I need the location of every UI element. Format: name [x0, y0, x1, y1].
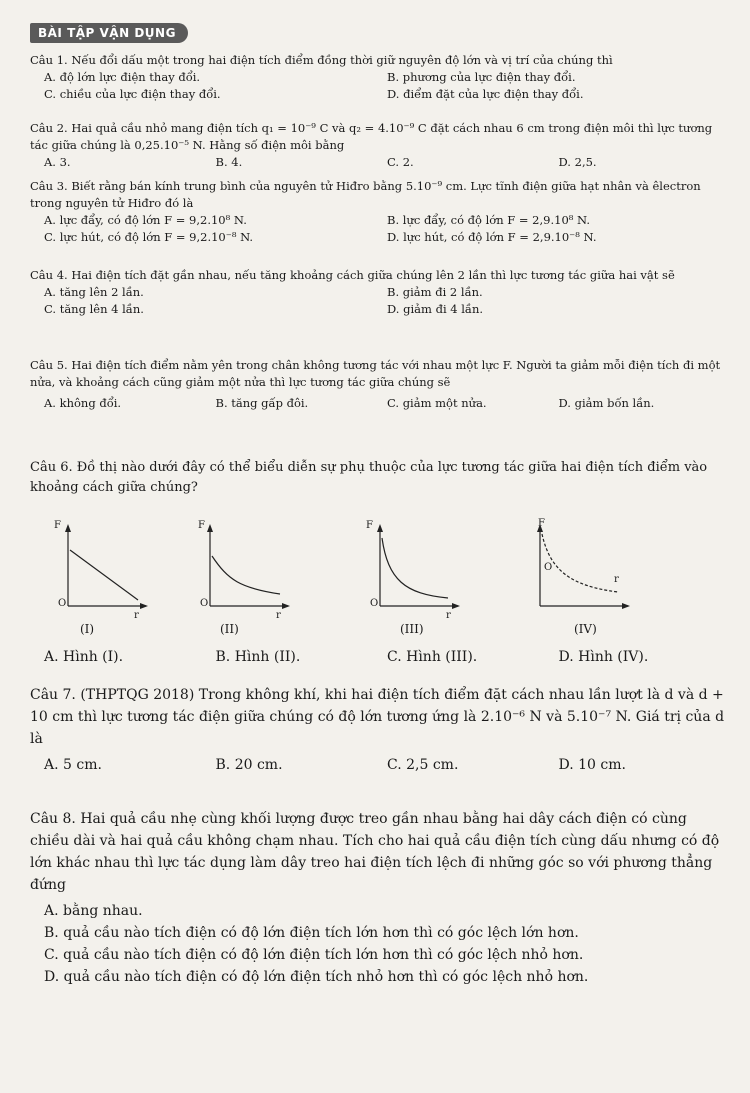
question-4-options-row-2: [30, 301, 730, 318]
q1-option-b[interactable]: B. phương của lực điện thay đổi.: [387, 70, 576, 84]
q7-option-a[interactable]: A. 5 cm.: [44, 757, 102, 773]
q5-option-d[interactable]: D. giảm bốn lần.: [558, 396, 655, 410]
question-1-options-row-1: [30, 69, 730, 86]
graph-2-plot: [180, 518, 290, 623]
section-header: [30, 22, 188, 44]
graph-4: [510, 518, 620, 638]
question-5: [30, 357, 730, 412]
q1-option-c[interactable]: C. chiều của lực điện thay đổi.: [44, 87, 221, 101]
q4-option-a[interactable]: A. tăng lên 2 lần.: [44, 285, 144, 299]
question-2-text: Câu 2. Hai quả cầu nhỏ mang điện tích q₁ = 10⁻⁹ C và q₂ = 4.10⁻⁹ C đặt cách nhau 6 cm trong điện môi thì lực tương tác giữa chúng là 0,25.10⁻⁵ N. Hằng số điện môi bằng: [30, 121, 713, 152]
q4-option-d[interactable]: D. giảm đi 4 lần.: [387, 302, 484, 316]
question-6-options-row: [30, 646, 730, 668]
q2-option-c[interactable]: C. 2.: [387, 155, 414, 169]
q5-option-c[interactable]: C. giảm một nửa.: [387, 396, 487, 410]
graph-2-r-label: r: [276, 610, 281, 621]
question-8-options: [30, 900, 730, 988]
graph-3-r-label: r: [446, 610, 451, 621]
q7-option-b[interactable]: B. 20 cm.: [215, 757, 283, 773]
question-4: [30, 267, 730, 318]
graph-4-f-label: F: [538, 518, 545, 529]
question-2-options: [30, 154, 730, 171]
q6-graphs: [30, 518, 730, 638]
q3-option-a[interactable]: A. lực đẩy, có độ lớn F = 9,2.10⁸ N.: [44, 213, 247, 227]
question-3: [30, 178, 730, 246]
graph-2-origin: O: [200, 598, 209, 609]
graph-3-caption: (III): [400, 622, 424, 636]
q7-option-c[interactable]: C. 2,5 cm.: [387, 757, 459, 773]
question-1-options-row-2: [30, 86, 730, 103]
question-4-text: Câu 4. Hai điện tích đặt gần nhau, nếu tăng khoảng cách giữa chúng lên 2 lần thì lực tương tác giữa hai vật sẽ: [30, 268, 675, 282]
q6-option-c[interactable]: C. Hình (III).: [387, 649, 478, 665]
question-6-text: Câu 6. Đồ thị nào dưới đây có thể biểu diễn sự phụ thuộc của lực tương tác giữa hai điện tích điểm vào khoảng cách giữa chúng?: [30, 460, 708, 495]
graph-4-plot: [510, 518, 630, 623]
question-8-text: Câu 8. Hai quả cầu nhẹ cùng khối lượng được treo gần nhau bằng hai dây cách điện có cùng chiều dài và hai quả cầu không chạm nhau. Tích cho hai quả cầu điện tích cùng dấu nhưng có độ lớn khác nhau thì lực tác dụng làm dây treo hai điện tích lệch đi những góc so với phương thẳng đứng: [30, 811, 720, 893]
graph-3-f-label: F: [366, 520, 373, 531]
question-1: [30, 52, 730, 103]
graph-3-plot: [350, 518, 460, 623]
question-3-text: Câu 3. Biết rằng bán kính trung bình của nguyên tử Hiđro bằng 5.10⁻⁹ cm. Lực tĩnh điện giữa hạt nhân và êlectron trong nguyên tử Hiđro đó là: [30, 179, 701, 210]
question-7: [30, 684, 730, 776]
q8-option-c[interactable]: C. quả cầu nào tích điện có độ lớn điện tích lớn hơn thì có góc lệch nhỏ hơn.: [44, 947, 584, 963]
question-1-text: Câu 1. Nếu đổi dấu một trong hai điện tích điểm đồng thời giữ nguyên độ lớn và vị trí của chúng thì: [30, 53, 613, 67]
question-7-options: [30, 754, 730, 776]
q6-option-b[interactable]: B. Hình (II).: [215, 649, 301, 665]
graph-3: [350, 518, 460, 638]
question-7-text: Câu 7. (THPTQG 2018) Trong không khí, khi hai điện tích điểm đặt cách nhau lần lượt là d và d + 10 cm thì lực tương tác điện giữa chúng có độ lớn tương ứng là 2.10⁻⁶ N và 5.10⁻⁷ N. Giá trị của d là: [30, 687, 725, 747]
q1-option-d[interactable]: D. điểm đặt của lực điện thay đổi.: [387, 87, 584, 101]
question-6-options: [30, 646, 730, 668]
q3-option-c[interactable]: C. lực hút, có độ lớn F = 9,2.10⁻⁸ N.: [44, 230, 254, 244]
graph-2: [180, 518, 290, 638]
q8-option-b[interactable]: B. quả cầu nào tích điện có độ lớn điện tích lớn hơn thì có góc lệch lớn hơn.: [44, 925, 579, 941]
q5-option-a[interactable]: A. không đổi.: [44, 396, 122, 410]
question-5-options: [30, 395, 730, 412]
q5-option-b[interactable]: B. tăng gấp đôi.: [215, 396, 309, 410]
graph-2-f-label: F: [198, 520, 205, 531]
graph-1-f-label: F: [54, 520, 61, 531]
q2-option-b[interactable]: B. 4.: [215, 155, 243, 169]
question-4-options-row-1: [30, 284, 730, 301]
graph-1-r-label: r: [134, 610, 139, 621]
graph-4-r-label: r: [614, 574, 619, 585]
graph-4-caption: (IV): [574, 622, 597, 636]
q2-option-a[interactable]: A. 3.: [44, 155, 71, 169]
graph-2-caption: (II): [220, 622, 239, 636]
graph-3-origin: O: [370, 598, 379, 609]
section-tag: BÀI TẬP VẬN DỤNG: [30, 23, 188, 43]
q3-option-b[interactable]: B. lực đẩy, có độ lớn F = 2,9.10⁸ N.: [387, 213, 591, 227]
question-3-options-row-1: [30, 212, 730, 229]
graph-1-caption: (I): [80, 622, 95, 636]
graph-1-plot: [38, 518, 148, 623]
q6-option-d[interactable]: D. Hình (IV).: [558, 649, 649, 665]
question-5-text: Câu 5. Hai điện tích điểm nằm yên trong chân không tương tác với nhau một lực F. Người ta giảm mỗi điện tích đi một nửa, và khoảng cách cũng giảm một nửa thì lực tương tác giữa chúng sẽ: [30, 358, 721, 389]
q6-option-a[interactable]: A. Hình (I).: [44, 649, 124, 665]
question-3-options-row-2: [30, 229, 730, 246]
q1-option-a[interactable]: A. độ lớn lực điện thay đổi.: [44, 70, 201, 84]
question-6: [30, 458, 730, 498]
q7-option-d[interactable]: D. 10 cm.: [558, 757, 626, 773]
q4-option-c[interactable]: C. tăng lên 4 lần.: [44, 302, 144, 316]
question-8: [30, 808, 730, 988]
q3-option-d[interactable]: D. lực hút, có độ lớn F = 2,9.10⁻⁸ N.: [387, 230, 597, 244]
graph-4-origin: O: [544, 562, 553, 573]
graph-1-origin: O: [58, 598, 67, 609]
graph-1: [38, 518, 148, 638]
q8-option-d[interactable]: D. quả cầu nào tích điện có độ lớn điện tích nhỏ hơn thì có góc lệch nhỏ hơn.: [44, 969, 589, 985]
question-2: [30, 120, 730, 171]
q8-option-a[interactable]: A. bằng nhau.: [44, 903, 143, 919]
q4-option-b[interactable]: B. giảm đi 2 lần.: [387, 285, 483, 299]
q2-option-d[interactable]: D. 2,5.: [558, 155, 597, 169]
